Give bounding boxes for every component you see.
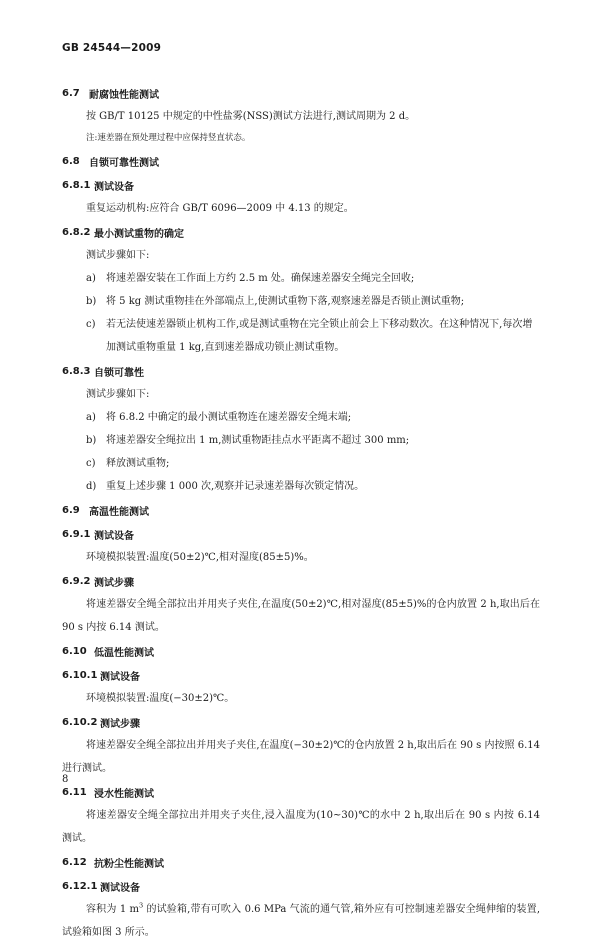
section-title: 自锁可靠性 xyxy=(94,367,144,379)
superscript-exponent: 3 xyxy=(139,901,144,910)
list-item-text: 将 6.8.2 中确定的最小测试重物连在速差器安全绳末端; xyxy=(106,412,352,423)
section-6-12-1-heading xyxy=(62,874,540,898)
body-text-part-a: 容积为 1 m xyxy=(86,904,139,915)
list-item-text: 释放测试重物; xyxy=(106,458,170,469)
section-6-9-1-heading xyxy=(62,522,540,546)
body-text-part-b: 的试验箱,带有可吹入 0.6 MPa 气流的通气管,箱外应有可控制速差器安全绳伸缩的装置,试验箱如图 3 所示。 xyxy=(62,904,540,938)
section-title: 测试设备 xyxy=(100,671,140,683)
list-item xyxy=(62,475,540,498)
list-item-label: c) xyxy=(86,458,96,469)
section-title: 最小测试重物的确定 xyxy=(94,228,184,240)
list-item-text: 若无法使速差器锁止机构工作,或是测试重物在完全锁止前会上下移动数次。在这种情况下,每次增加测试重物重量 1 kg,直到速差器成功锁止测试重物。 xyxy=(106,319,533,353)
section-number: 6.10.2 xyxy=(62,716,98,728)
section-6-8-1-heading xyxy=(62,173,540,197)
section-number: 6.8.2 xyxy=(62,226,91,238)
list-item-text: 重复上述步骤 1 000 次,观察并记录速差器每次锁定情况。 xyxy=(106,481,365,492)
section-number: 6.7 xyxy=(62,87,80,99)
section-6-8-3-intro: 测试步骤如下: xyxy=(86,389,150,400)
section-title: 高温性能测试 xyxy=(89,506,149,518)
list-item-label: c) xyxy=(86,319,96,330)
list-item xyxy=(62,452,540,475)
section-title: 自锁可靠性测试 xyxy=(89,157,159,169)
section-title: 低温性能测试 xyxy=(94,647,154,659)
section-6-9-1-body: 环境模拟装置:温度(50±2)℃,相对湿度(85±5)%。 xyxy=(86,552,314,563)
section-number: 6.10.1 xyxy=(62,669,98,681)
section-title: 测试设备 xyxy=(94,181,134,193)
section-6-12-heading xyxy=(62,850,540,874)
list-item xyxy=(62,429,540,452)
list-item-label: a) xyxy=(86,273,96,284)
section-6-8-2-heading xyxy=(62,220,540,244)
list-item xyxy=(62,267,540,290)
section-number: 6.9.1 xyxy=(62,528,91,540)
section-6-7-heading xyxy=(62,81,540,105)
section-6-7-note: 注:速差器在预处理过程中应保持竖直状态。 xyxy=(86,133,251,143)
section-6-11-heading xyxy=(62,780,540,804)
section-title: 耐腐蚀性能测试 xyxy=(89,89,159,101)
section-6-10-heading xyxy=(62,639,540,663)
section-title: 测试步骤 xyxy=(94,577,134,589)
section-number: 6.11 xyxy=(62,786,87,798)
document-body xyxy=(62,81,540,944)
list-item-text: 将 5 kg 测试重物挂在外部端点上,使测试重物下落,观察速差器是否锁止测试重物; xyxy=(106,296,465,307)
section-number: 6.9.2 xyxy=(62,575,91,587)
section-number: 6.8 xyxy=(62,155,80,167)
section-6-10-2-heading xyxy=(62,710,540,734)
list-item xyxy=(62,406,540,429)
section-title: 浸水性能测试 xyxy=(94,788,154,800)
section-number: 6.8.1 xyxy=(62,179,91,191)
section-number: 6.12 xyxy=(62,856,87,868)
section-6-8-heading xyxy=(62,149,540,173)
list-item-label: b) xyxy=(86,435,97,446)
list-item-label: d) xyxy=(86,481,97,492)
section-6-9-heading xyxy=(62,498,540,522)
section-6-10-1-heading xyxy=(62,663,540,687)
section-6-8-1-body: 重复运动机构:应符合 GB/T 6096—2009 中 4.13 的规定。 xyxy=(86,203,354,214)
section-number: 6.10 xyxy=(62,645,87,657)
section-6-9-2-heading xyxy=(62,569,540,593)
document-id-header: GB 24544—2009 xyxy=(62,42,162,54)
section-6-12-1-body xyxy=(62,898,540,944)
list-item-label: b) xyxy=(86,296,97,307)
list-item xyxy=(62,313,540,359)
list-item-text: 将速差器安装在工作面上方约 2.5 m 处。确保速差器安全绳完全回收; xyxy=(106,273,415,284)
section-title: 测试设备 xyxy=(100,882,140,894)
section-number: 6.12.1 xyxy=(62,880,98,892)
section-number: 6.8.3 xyxy=(62,365,91,377)
page-number: 8 xyxy=(62,774,69,785)
section-6-9-2-body: 将速差器安全绳全部拉出并用夹子夹住,在温度(50±2)℃,相对湿度(85±5)%的仓内放置 2 h,取出后在 90 s 内按 6.14 测试。 xyxy=(62,599,540,633)
list-item-text: 将速差器安全绳拉出 1 m,测试重物距挂点水平距离不超过 300 mm; xyxy=(106,435,410,446)
section-6-11-body: 将速差器安全绳全部拉出并用夹子夹住,浸入温度为(10~30)℃的水中 2 h,取出后在 90 s 内按 6.14 测试。 xyxy=(62,810,540,844)
section-6-10-2-body: 将速差器安全绳全部拉出并用夹子夹住,在温度(−30±2)℃的仓内放置 2 h,取出后在 90 s 内按照 6.14 进行测试。 xyxy=(62,740,540,774)
section-6-8-2-intro: 测试步骤如下: xyxy=(86,250,150,261)
section-6-7-body: 按 GB/T 10125 中规定的中性盐雾(NSS)测试方法进行,测试周期为 2 d。 xyxy=(86,111,416,122)
list-item-label: a) xyxy=(86,412,96,423)
section-title: 测试步骤 xyxy=(100,718,140,730)
section-title: 抗粉尘性能测试 xyxy=(94,858,164,870)
section-number: 6.9 xyxy=(62,504,80,516)
list-item xyxy=(62,290,540,313)
section-6-10-1-body: 环境模拟装置:温度(−30±2)℃。 xyxy=(86,693,235,704)
section-6-8-3-heading xyxy=(62,359,540,383)
section-title: 测试设备 xyxy=(94,530,134,542)
